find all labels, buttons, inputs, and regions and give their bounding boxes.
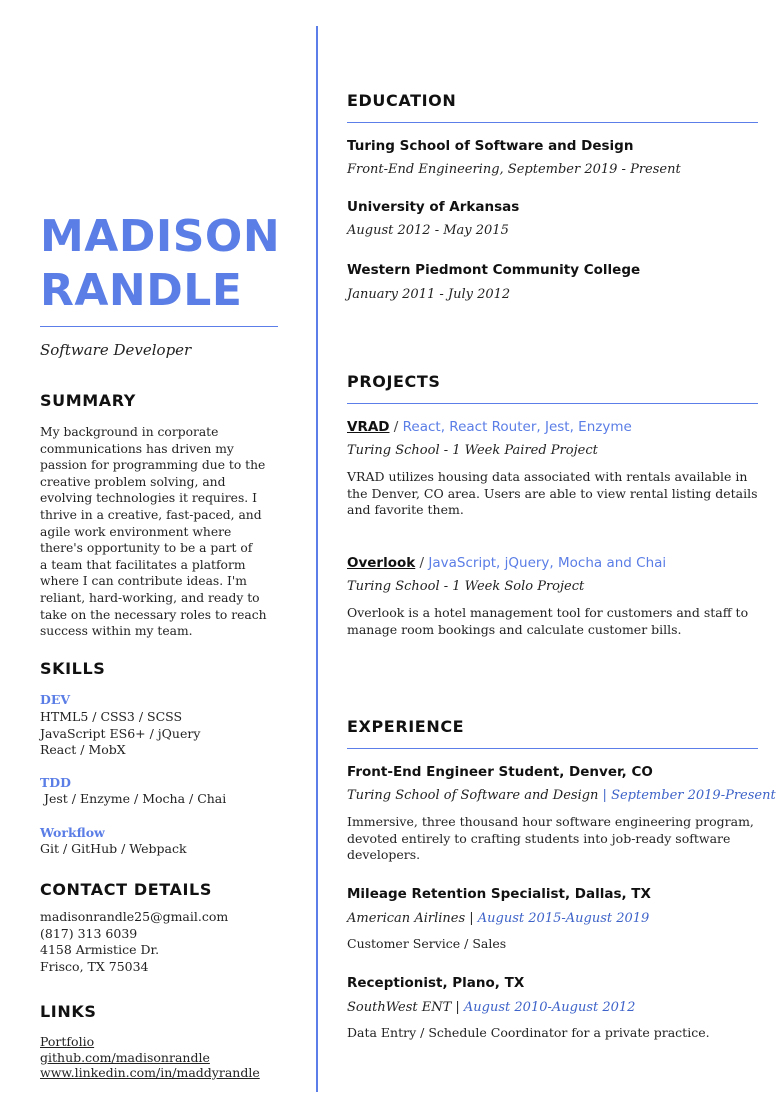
experience-separator: |	[598, 788, 612, 803]
summary-line: there's opportunity to be a part of	[40, 541, 253, 556]
name-line-2: RANDLE	[40, 265, 243, 316]
summary-line: take on the necessary roles to reach	[40, 607, 267, 622]
experience-description: Customer Service / Sales	[347, 936, 507, 951]
experience-title: Mileage Retention Specialist, Dallas, TX	[347, 886, 651, 902]
project-tech: JavaScript, jQuery, Mocha and Chai	[428, 555, 667, 571]
job-title: Software Developer	[40, 341, 192, 359]
project-name-vrad[interactable]: VRAD	[347, 419, 390, 435]
education-detail: August 2012 - May 2015	[347, 223, 509, 238]
projects-heading: PROJECTS	[347, 372, 441, 391]
project-description: VRAD utilizes housing data associated with rentals available in the Denver, CO area. Users are able to view rental listing details and favorite them.	[347, 469, 758, 518]
summary-line: creative problem solving, and	[40, 474, 226, 489]
skill-category-workflow: Workflow	[40, 825, 105, 840]
project-title	[347, 555, 666, 571]
link-github[interactable]: github.com/madisonrandle	[40, 1049, 210, 1065]
column-divider	[316, 26, 318, 1092]
summary-line: evolving technologies it requires. I	[40, 491, 257, 506]
education-school: Western Piedmont Community College	[347, 262, 641, 278]
education-detail: January 2011 - July 2012	[347, 287, 511, 302]
project-name-overlook[interactable]: Overlook	[347, 555, 416, 571]
education-divider	[347, 122, 758, 123]
experience-heading: EXPERIENCE	[347, 717, 465, 736]
experience-description: Immersive, three thousand hour software engineering program, devoted entirely to crafting students into job-ready software developers.	[347, 814, 754, 863]
experience-company: Turing School of Software and Design	[347, 788, 599, 803]
project-tech: React, React Router, Jest, Enzyme	[402, 419, 632, 435]
experience-separator: |	[465, 911, 478, 926]
project-description: Overlook is a hotel management tool for customers and staff to manage room bookings and calculate customer bills.	[347, 605, 749, 637]
summary-line: a team that facilitates a platform	[40, 557, 246, 572]
experience-dates: August 2015-August 2019	[477, 911, 650, 926]
summary-line: success within my team.	[40, 624, 193, 639]
projects-divider	[347, 403, 758, 404]
experience-org	[347, 911, 649, 926]
education-school: Turing School of Software and Design	[347, 138, 634, 154]
experience-org	[347, 788, 776, 803]
skill-line: HTML5 / CSS3 / SCSS	[40, 709, 183, 724]
experience-dates: September 2019-Present	[611, 788, 776, 803]
experience-separator: |	[451, 1000, 464, 1015]
name-divider	[40, 326, 278, 327]
links-list	[40, 1034, 260, 1081]
skill-category-dev: DEV	[40, 692, 71, 707]
skill-line: JavaScript ES6+ / jQuery	[40, 725, 201, 741]
summary-line: passion for programming due to the	[40, 458, 266, 473]
contact-city: Frisco, TX 75034	[40, 958, 149, 974]
summary-line: thrive in a creative, fast-paced, and	[40, 507, 262, 522]
summary-line: My background in corporate	[40, 425, 219, 439]
skills-heading: SKILLS	[40, 659, 106, 678]
experience-company: American Airlines	[347, 911, 466, 926]
contact-heading: CONTACT DETAILS	[40, 880, 212, 899]
contact-email: madisonrandle25@gmail.com	[40, 909, 229, 924]
education-school: University of Arkansas	[347, 199, 520, 215]
links-heading: LINKS	[40, 1002, 97, 1021]
experience-divider	[347, 748, 758, 749]
candidate-name	[40, 210, 290, 318]
experience-company: SouthWest ENT	[347, 1000, 452, 1015]
experience-dates: August 2010-August 2012	[463, 1000, 636, 1015]
name-line-1: MADISON	[40, 211, 281, 262]
summary-line: communications has driven my	[40, 441, 234, 456]
contact-phone: (817) 313 6039	[40, 925, 138, 941]
education-heading: EDUCATION	[347, 91, 457, 110]
link-linkedin[interactable]: www.linkedin.com/in/maddyrandle	[40, 1065, 260, 1080]
experience-title: Receptionist, Plano, TX	[347, 975, 525, 991]
experience-org	[347, 1000, 635, 1015]
summary-heading: SUMMARY	[40, 391, 136, 410]
summary-line: reliant, hard-working, and ready to	[40, 590, 260, 605]
project-title	[347, 419, 632, 435]
experience-title: Front-End Engineer Student, Denver, CO	[347, 764, 653, 780]
skill-line: Jest / Enzyme / Mocha / Chai	[40, 791, 227, 806]
summary-line: where I can contribute ideas. I'm	[40, 574, 247, 589]
experience-description: Data Entry / Schedule Coordinator for a private practice.	[347, 1025, 710, 1040]
link-portfolio[interactable]: Portfolio	[40, 1034, 95, 1049]
skill-line: Git / GitHub / Webpack	[40, 841, 187, 856]
skill-category-tdd: TDD	[40, 775, 71, 790]
summary-line: agile work environment where	[40, 524, 232, 539]
project-separator: /	[415, 555, 429, 571]
skill-line: React / MobX	[40, 742, 126, 758]
project-separator: /	[389, 419, 403, 435]
project-subtitle: Turing School - 1 Week Solo Project	[347, 579, 585, 594]
education-detail: Front-End Engineering, September 2019 - Present	[347, 162, 681, 177]
contact-details	[40, 909, 228, 975]
contact-street: 4158 Armistice Dr.	[40, 942, 160, 958]
project-subtitle: Turing School - 1 Week Paired Project	[347, 443, 598, 458]
summary-text	[40, 424, 278, 640]
